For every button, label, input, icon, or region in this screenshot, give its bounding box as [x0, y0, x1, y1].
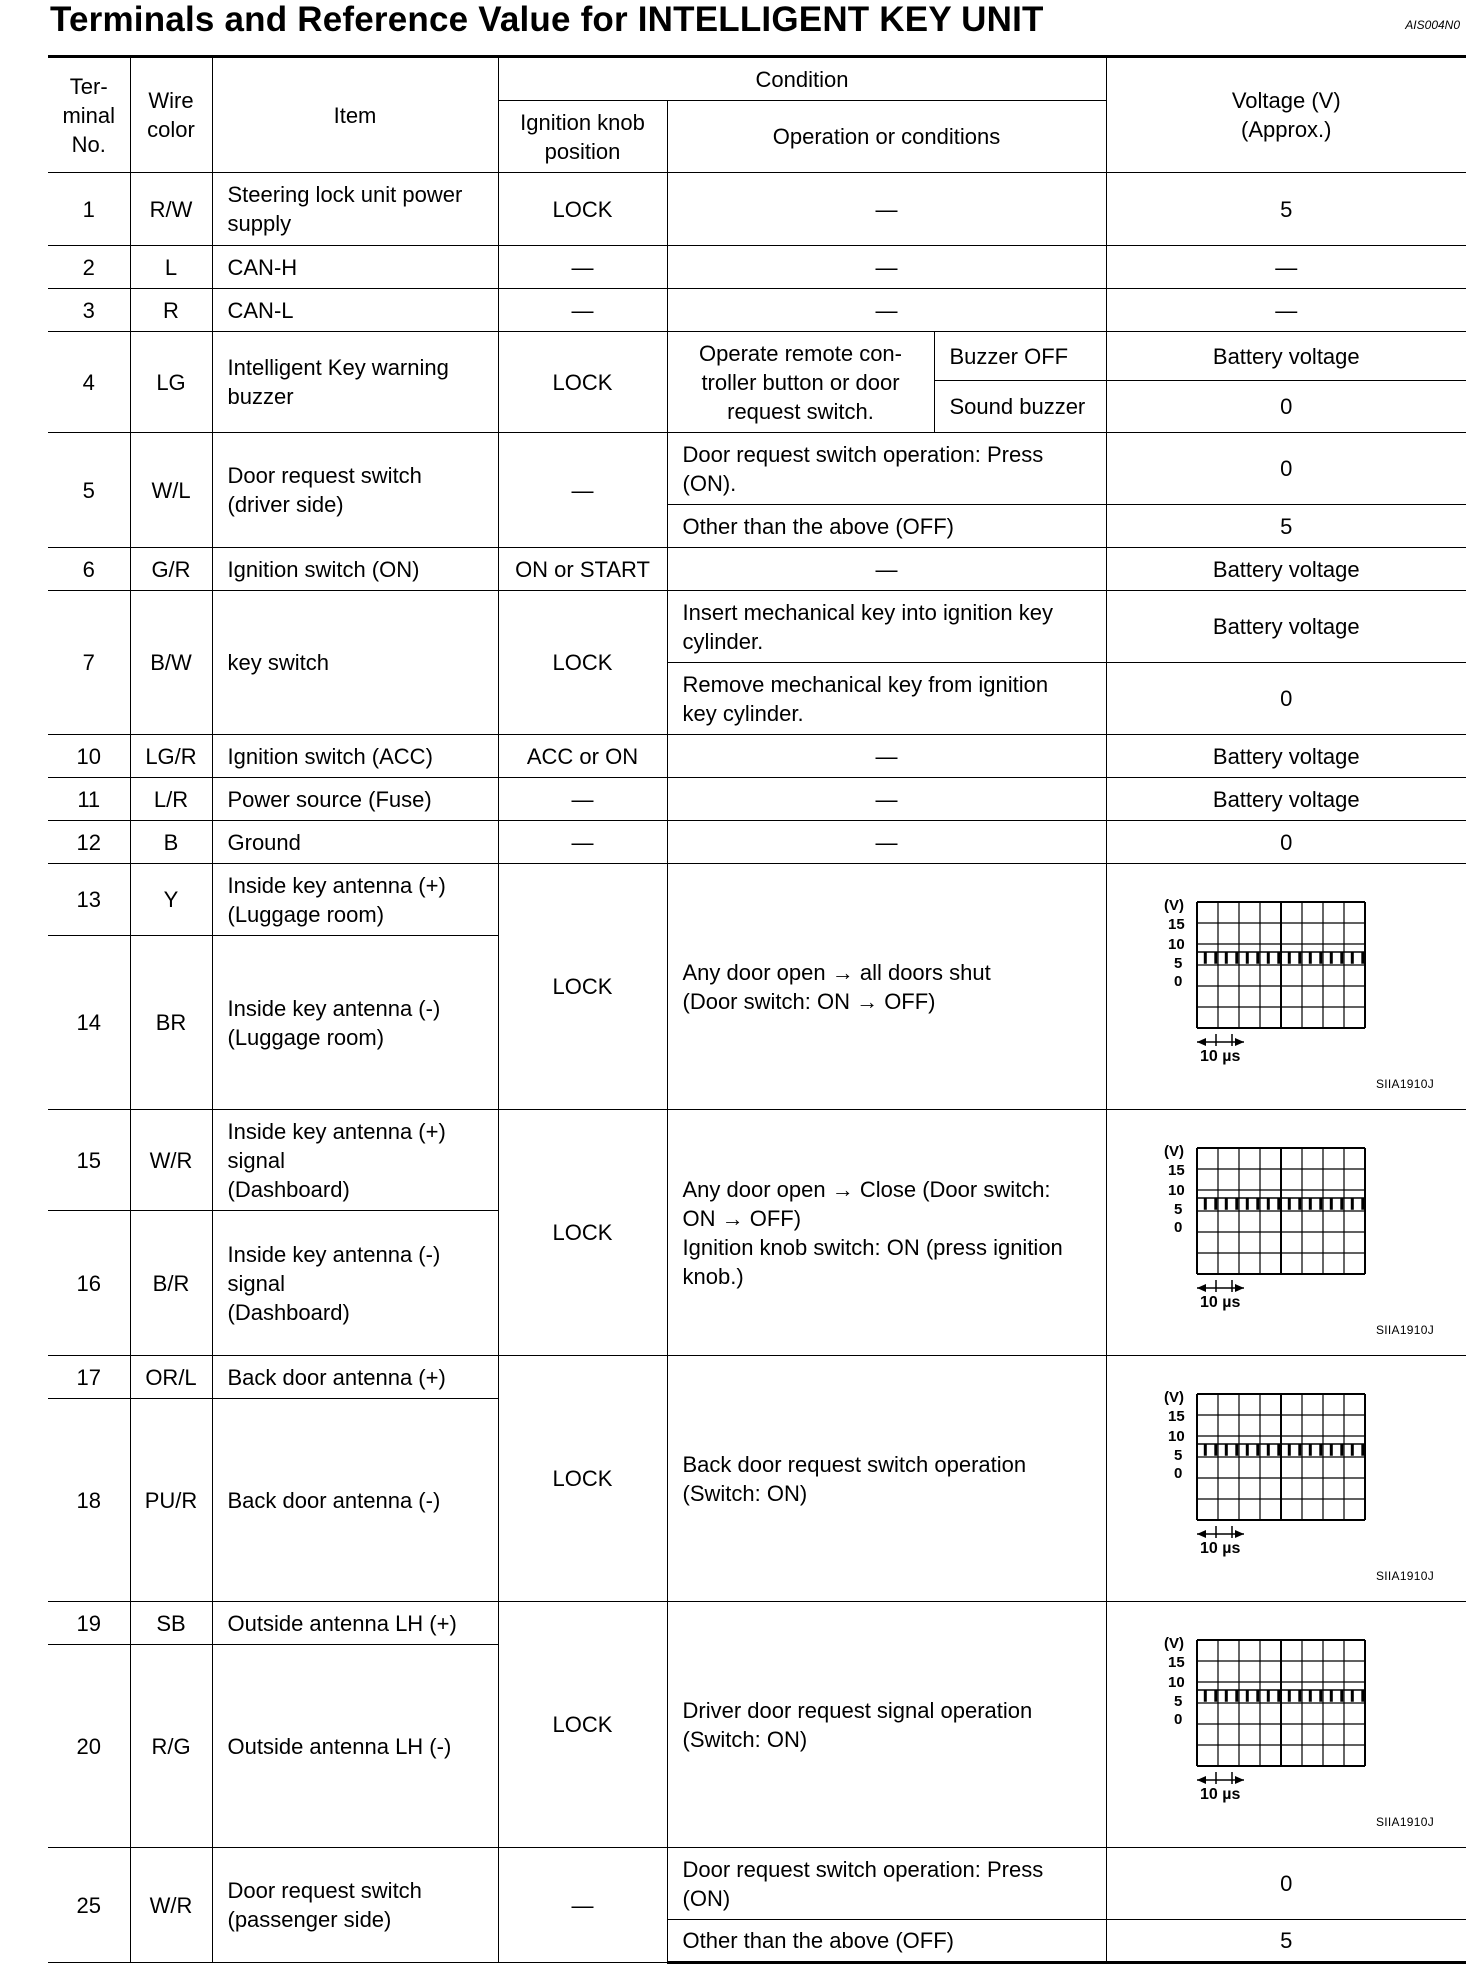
voltage: 5: [1106, 1920, 1466, 1963]
item: Outside antenna LH (+): [212, 1602, 498, 1645]
condition: —: [667, 778, 1106, 821]
ignition-position: LOCK: [498, 173, 667, 246]
ignition-position: ACC or ON: [498, 735, 667, 778]
y-unit-label: (V): [1163, 1389, 1184, 1406]
waveform-cell: [1106, 1110, 1466, 1356]
table-row: [48, 332, 1466, 381]
y-unit-label: (V): [1163, 897, 1184, 914]
wire-color: PU/R: [130, 1399, 212, 1602]
terminal-no: 15: [48, 1110, 130, 1211]
condition: Other than the above (OFF): [667, 505, 1106, 548]
condition: —: [667, 246, 1106, 289]
terminal-no: 5: [48, 433, 130, 548]
header-condition: Condition: [498, 57, 1106, 101]
terminal-no: 16: [48, 1211, 130, 1356]
ignition-position: LOCK: [498, 1602, 667, 1848]
waveform-slot: [1107, 1140, 1467, 1325]
condition: —: [667, 289, 1106, 332]
time-scale-label: 10 µs: [1199, 1786, 1241, 1803]
figure-code: SIIA1910J: [1375, 1323, 1435, 1337]
terminal-no: 12: [48, 821, 130, 864]
ignition-position: LOCK: [498, 864, 667, 1110]
time-scale-label: 10 µs: [1199, 1540, 1241, 1557]
header-terminal-no: Ter- minal No.: [48, 57, 130, 173]
y-tick-label: 10: [1167, 1674, 1185, 1691]
y-tick-label: 5: [1173, 955, 1183, 972]
terminal-no: 3: [48, 289, 130, 332]
item: Steering lock unit power supply: [212, 173, 498, 246]
waveform-cell: [1106, 864, 1466, 1110]
header-wire-color: Wire color: [130, 57, 212, 173]
condition: —: [667, 548, 1106, 591]
condition: —: [667, 735, 1106, 778]
scope-grid: [1197, 1394, 1365, 1520]
table-row: [48, 821, 1466, 864]
terminal-no: 7: [48, 591, 130, 735]
voltage: Battery voltage: [1106, 332, 1466, 381]
ignition-position: LOCK: [498, 332, 667, 433]
condition: —: [667, 821, 1106, 864]
voltage: 0: [1106, 821, 1466, 864]
item: Door request switch (driver side): [212, 433, 498, 548]
y-tick-label: 10: [1167, 1182, 1185, 1199]
wire-color: Y: [130, 864, 212, 936]
terminal-no: 17: [48, 1356, 130, 1399]
header-voltage: Voltage (V) (Approx.): [1106, 57, 1466, 173]
wire-color: B/R: [130, 1211, 212, 1356]
oscilloscope-waveform-graphic: [1164, 894, 1429, 1079]
wire-color: OR/L: [130, 1356, 212, 1399]
terminal-no: 20: [48, 1645, 130, 1848]
ignition-position: —: [498, 433, 667, 548]
terminal-no: 25: [48, 1848, 130, 1963]
sub-condition: Buzzer OFF: [934, 332, 1106, 381]
voltage: Battery voltage: [1106, 548, 1466, 591]
terminal-no: 13: [48, 864, 130, 936]
item: Ignition switch (ACC): [212, 735, 498, 778]
scope-grid: [1197, 902, 1365, 1028]
terminal-no: 11: [48, 778, 130, 821]
waveform-slot: [1107, 1386, 1467, 1571]
wire-color: R/G: [130, 1645, 212, 1848]
voltage: 0: [1106, 663, 1466, 735]
ignition-position: ON or START: [498, 548, 667, 591]
waveform-slot: [1107, 1632, 1467, 1817]
table-row: [48, 289, 1466, 332]
condition: Door request switch operation: Press (ON): [667, 1848, 1106, 1920]
wire-color: BR: [130, 936, 212, 1110]
item: Ground: [212, 821, 498, 864]
wire-color: G/R: [130, 548, 212, 591]
terminal-reference-table: [48, 55, 1466, 1964]
voltage: Battery voltage: [1106, 735, 1466, 778]
wire-color: L: [130, 246, 212, 289]
condition: Any door open → Close (Door switch: ON → OFF) Ignition knob switch: ON (press ignition knob.): [667, 1110, 1106, 1356]
y-tick-label: 10: [1167, 1428, 1185, 1445]
voltage: 0: [1106, 1848, 1466, 1920]
oscilloscope-waveform-graphic: [1164, 1386, 1429, 1571]
y-tick-label: 0: [1173, 973, 1183, 990]
condition: Other than the above (OFF): [667, 1920, 1106, 1963]
table-row: [48, 1848, 1466, 1920]
y-tick-label: 5: [1173, 1693, 1183, 1710]
figure-code: SIIA1910J: [1375, 1077, 1435, 1091]
terminal-no: 1: [48, 173, 130, 246]
ignition-position: LOCK: [498, 591, 667, 735]
waveform-cell: [1106, 1356, 1466, 1602]
item: Inside key antenna (-) (Luggage room): [212, 936, 498, 1110]
table-row: [48, 591, 1466, 663]
wire-color: SB: [130, 1602, 212, 1645]
y-tick-label: 5: [1173, 1447, 1183, 1464]
ignition-position: —: [498, 289, 667, 332]
y-unit-label: (V): [1163, 1635, 1184, 1652]
voltage: Battery voltage: [1106, 778, 1466, 821]
wire-color: R/W: [130, 173, 212, 246]
y-tick-label: 0: [1173, 1711, 1183, 1728]
item: key switch: [212, 591, 498, 735]
terminal-no: 19: [48, 1602, 130, 1645]
voltage: Battery voltage: [1106, 591, 1466, 663]
item: Back door antenna (-): [212, 1399, 498, 1602]
condition: Driver door request signal operation (Switch: ON): [667, 1602, 1106, 1848]
wire-color: R: [130, 289, 212, 332]
item: CAN-L: [212, 289, 498, 332]
ignition-position: —: [498, 246, 667, 289]
figure-code: SIIA1910J: [1375, 1815, 1435, 1829]
y-tick-label: 0: [1173, 1219, 1183, 1236]
time-scale-label: 10 µs: [1199, 1294, 1241, 1311]
item: Power source (Fuse): [212, 778, 498, 821]
terminal-no: 18: [48, 1399, 130, 1602]
wire-color: L/R: [130, 778, 212, 821]
condition: —: [667, 173, 1106, 246]
oscilloscope-waveform-graphic: [1164, 1632, 1429, 1817]
item: Inside key antenna (-) signal (Dashboard): [212, 1211, 498, 1356]
item: Inside key antenna (+) (Luggage room): [212, 864, 498, 936]
header-item: Item: [212, 57, 498, 173]
terminal-no: 4: [48, 332, 130, 433]
header-ignition-knob-position: Ignition knob position: [498, 101, 667, 173]
y-tick-label: 15: [1167, 1162, 1185, 1179]
y-tick-label: 5: [1173, 1201, 1183, 1218]
document-code: AIS004N0: [1405, 18, 1460, 32]
ignition-position: —: [498, 778, 667, 821]
oscilloscope-waveform-graphic: [1164, 1140, 1429, 1325]
table-row: [48, 735, 1466, 778]
scope-grid: [1197, 1640, 1365, 1766]
voltage: —: [1106, 289, 1466, 332]
terminal-no: 10: [48, 735, 130, 778]
terminal-no: 2: [48, 246, 130, 289]
wire-color: W/R: [130, 1110, 212, 1211]
y-tick-label: 10: [1167, 936, 1185, 953]
waveform-slot: [1107, 894, 1467, 1079]
table-row: [48, 778, 1466, 821]
page-title: Terminals and Reference Value for INTELLIGENT KEY UNIT: [50, 0, 1044, 39]
item: Door request switch (passenger side): [212, 1848, 498, 1963]
item: Outside antenna LH (-): [212, 1645, 498, 1848]
item: Back door antenna (+): [212, 1356, 498, 1399]
table-row: [48, 433, 1466, 505]
y-tick-label: 15: [1167, 1408, 1185, 1425]
voltage: 5: [1106, 505, 1466, 548]
condition: Operate remote con- troller button or door request switch.: [667, 332, 934, 433]
item: Inside key antenna (+) signal (Dashboard): [212, 1110, 498, 1211]
ignition-position: —: [498, 821, 667, 864]
terminal-no: 6: [48, 548, 130, 591]
sub-condition: Sound buzzer: [934, 381, 1106, 433]
condition: Door request switch operation: Press (ON).: [667, 433, 1106, 505]
time-scale-label: 10 µs: [1199, 1048, 1241, 1065]
y-unit-label: (V): [1163, 1143, 1184, 1160]
table-row: [48, 1602, 1466, 1645]
header-operation-or-conditions: Operation or conditions: [667, 101, 1106, 173]
y-tick-label: 15: [1167, 916, 1185, 933]
voltage: —: [1106, 246, 1466, 289]
table-row: [48, 173, 1466, 246]
ignition-position: —: [498, 1848, 667, 1963]
condition: Back door request switch operation (Switch: ON): [667, 1356, 1106, 1602]
wire-color: W/L: [130, 433, 212, 548]
scope-grid: [1197, 1148, 1365, 1274]
table-row: [48, 1110, 1466, 1211]
wire-color: B: [130, 821, 212, 864]
table-row: [48, 246, 1466, 289]
condition: Remove mechanical key from ignition key cylinder.: [667, 663, 1106, 735]
item: Ignition switch (ON): [212, 548, 498, 591]
y-tick-label: 15: [1167, 1654, 1185, 1671]
figure-code: SIIA1910J: [1375, 1569, 1435, 1583]
wire-color: W/R: [130, 1848, 212, 1963]
wire-color: LG/R: [130, 735, 212, 778]
waveform-cell: [1106, 1602, 1466, 1848]
table-row: [48, 548, 1466, 591]
table-row: [48, 1356, 1466, 1399]
voltage: 0: [1106, 381, 1466, 433]
y-tick-label: 0: [1173, 1465, 1183, 1482]
ignition-position: LOCK: [498, 1110, 667, 1356]
condition: Any door open → all doors shut (Door switch: ON → OFF): [667, 864, 1106, 1110]
wire-color: B/W: [130, 591, 212, 735]
terminal-no: 14: [48, 936, 130, 1110]
wire-color: LG: [130, 332, 212, 433]
table-row: [48, 864, 1466, 936]
condition: Insert mechanical key into ignition key cylinder.: [667, 591, 1106, 663]
item: CAN-H: [212, 246, 498, 289]
voltage: 5: [1106, 173, 1466, 246]
voltage: 0: [1106, 433, 1466, 505]
item: Intelligent Key warning buzzer: [212, 332, 498, 433]
ignition-position: LOCK: [498, 1356, 667, 1602]
